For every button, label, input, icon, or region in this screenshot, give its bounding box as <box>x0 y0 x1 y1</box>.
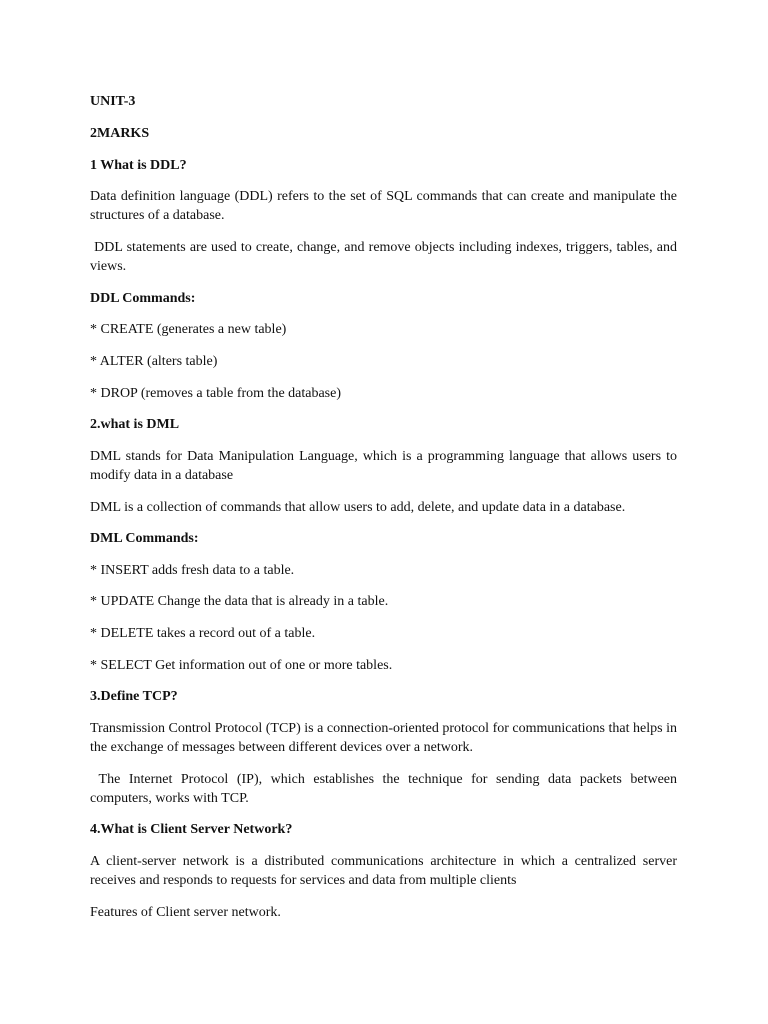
q3-title: 3.Define TCP? <box>90 689 178 704</box>
q2-paragraph-1: DML stands for Data Manipulation Language, which is a programming language that allows users to modify data in a database <box>90 449 677 483</box>
dml-command-item: * INSERT adds fresh data to a table. <box>90 563 295 578</box>
q1-title: 1 What is DDL? <box>90 158 187 173</box>
q3-paragraph-1: Transmission Control Protocol (TCP) is a connection-oriented protocol for communications that helps in the exchange of messages between different devices over a network. <box>90 721 677 755</box>
dml-command-item: * SELECT Get information out of one or more tables. <box>90 658 393 673</box>
q4-title: 4.What is Client Server Network? <box>90 822 293 837</box>
q2-paragraph-2: DML is a collection of commands that allow users to add, delete, and update data in a database. <box>90 500 626 515</box>
dml-command-item: * UPDATE Change the data that is already in a table. <box>90 594 389 609</box>
marks-heading: 2MARKS <box>90 126 150 141</box>
dml-commands-heading: DML Commands: <box>90 531 199 546</box>
q1-paragraph-2: DDL statements are used to create, change, and remove objects including indexes, triggers, tables, and views. <box>90 240 681 274</box>
ddl-command-item: * DROP (removes a table from the database) <box>90 386 342 401</box>
unit-heading: UNIT-3 <box>90 94 136 109</box>
ddl-commands-heading: DDL Commands: <box>90 291 196 306</box>
ddl-command-item: * CREATE (generates a new table) <box>90 322 287 337</box>
dml-command-item: * DELETE takes a record out of a table. <box>90 626 316 641</box>
q4-paragraph-2: Features of Client server network. <box>90 905 281 920</box>
q3-paragraph-2: The Internet Protocol (IP), which establishes the technique for sending data packets between computers, works with TCP. <box>90 772 681 806</box>
q2-title: 2.what is DML <box>90 417 180 432</box>
ddl-command-item: * ALTER (alters table) <box>90 354 218 369</box>
q1-paragraph-1: Data definition language (DDL) refers to the set of SQL commands that can create and manipulate the structures of a database. <box>90 189 677 223</box>
q4-paragraph-1: A client-server network is a distributed communications architecture in which a centralized server receives and responds to requests for services and data from multiple clients <box>90 854 677 888</box>
